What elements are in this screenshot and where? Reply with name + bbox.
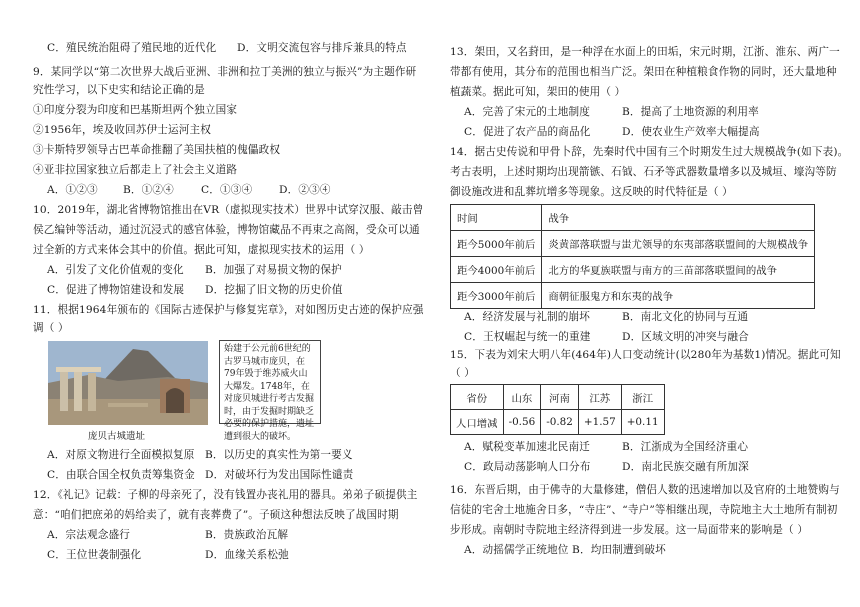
q14-stem-1: 14．据古史传说和甲骨卜辞，先秦时代中国有三个时期发生过大规模战争(如下表)。 [450,146,849,158]
q12-option-b: B．贵族政治瓦解 [205,529,289,541]
q16-stem-2: 信徒的宅舍土地施舍日多，“寺庄”、“寺户”等相继出现，寺院地主大土地所有制初 [450,504,838,516]
q9-stem-1: 9．某同学以“第二次世界大战后亚洲、非洲和拉丁美洲的独立与振兴”为主题作研 [33,66,417,78]
q10-option-d: D．挖掘了旧文物的历史价值 [205,284,343,296]
table-row [451,283,815,309]
q16-option-ab: A．动摇儒学正统地位 B．均田制遭到破坏 [464,544,666,556]
table-cell: -0.56 [503,410,541,435]
q9-option-d: D．②③④ [279,184,331,196]
population-table [450,384,665,435]
q13-stem-3: 植蔬菜。据此可知，架田的使用（ ） [450,86,626,98]
table-header-cell: 江苏 [578,385,621,410]
table-cell: 距今3000年前后 [451,283,542,309]
table-header-cell: 省份 [451,385,504,410]
q15-option-d: D．南北民族交融有所加深 [622,461,749,473]
table-row [451,410,665,435]
q9-item-3: ③卡斯特罗领导古巴革命推翻了美国扶植的傀儡政权 [33,144,281,156]
q11-option-b: B．以历史的真实性为第一要义 [205,449,353,461]
table-row [451,257,815,283]
table-header-row [451,205,815,231]
q9-item-1: ①印度分裂为印度和巴基斯坦两个独立国家 [33,104,238,116]
table-row [451,231,815,257]
q14-option-b: B．南北文化的协同与互通 [622,311,749,323]
q12-option-c: C．王位世袭制强化 [47,549,142,561]
q13-option-a: A．完善了宋元的土地制度 [464,106,590,118]
q16-stem-1: 16．东晋后期，由于佛寺的大量修建，僧侣人数的迅速增加以及官府的土地赞购与 [450,484,840,496]
table-cell: -0.82 [541,410,579,435]
pompeii-description-box: 始建于公元前6世纪的古罗马城市庞贝，在79年毁于维苏威火山大爆发。1748年，在对庞贝城进行考古发掘时，由于发掘时期缺乏必要的保护措施，遗址遭到很大的破坏。 [219,340,321,424]
table-cell: 距今4000年前后 [451,257,542,283]
q10-option-b: B．加强了对易损文物的保护 [205,264,342,276]
q15-stem-2: （ ） [450,367,476,379]
table-cell: +0.11 [621,410,664,435]
q11-option-c: C．由联合国全权负责筹集资金 [47,469,195,481]
table-cell: 距今5000年前后 [451,231,542,257]
q15-option-c: C．政局动荡影响人口分布 [464,461,591,473]
q10-option-a: A．引发了文化价值观的变化 [47,264,184,276]
q9-option-c: C．①③④ [201,184,253,196]
q8-option-d: D．文明交流包容与排斥兼具的特点 [237,42,407,54]
table-header-cell: 战争 [542,205,815,231]
q11-stem-2: 调（ ） [33,322,69,334]
table-cell: 北方的华夏族联盟与南方的三苗部落联盟间的战争 [542,257,815,283]
table-header-cell: 河南 [541,385,579,410]
q14-option-a: A．经济发展与礼制的崩坏 [464,311,590,323]
table-cell: 炎黄部落联盟与蚩尤领导的东夷部落联盟间的大规模战争 [542,231,815,257]
table-cell: 人口增减 [451,410,504,435]
q11-stem-1: 11．根据1964年颁布的《国际古迹保护与修复宪章》，对如图历史古迹的保护应强 [33,304,424,316]
q13-stem-2: 带都有使用，其分布的范围也相当广泛。架田在种植粮食作物的同时，还大量地种 [450,66,837,78]
photo-caption: 庞贝古城遗址 [88,431,146,442]
q8-option-c: C．殖民统治阻碍了殖民地的近代化 [47,42,217,54]
table-header-cell: 时间 [451,205,542,231]
q13-option-c: C．促进了农产品的商品化 [464,126,591,138]
q9-option-b: B．①②④ [123,184,174,196]
q14-option-c: C．王权崛起与统一的重建 [464,331,591,343]
q11-option-d: D．对破坏行为发出国际性谴责 [205,469,354,481]
q9-item-4: ④亚非拉国家独立后都走上了社会主义道路 [33,164,238,176]
q9-item-2: ②1956年，埃及收回苏伊士运河主权 [33,124,211,136]
q13-option-b: B．提高了土地资源的利用率 [622,106,759,118]
q15-stem-1: 15．下表为刘宋大明八年(464年)人口变动统计(以280年为基数1)情况。据此可知 [450,349,841,361]
q12-stem-2: 意：“咱们把庶弟的妈给卖了，就有丧葬费了”。子硕这种想法反映了战国时期 [33,509,399,521]
q9-stem-2: 究性学习，以下史实和结论正确的是 [33,84,205,96]
q14-option-d: D．区域文明的冲突与融合 [622,331,749,343]
q10-stem-2: 侯乙编钟等活动，通过沉浸式的感官体验，博物馆藏品不再束之高阁，受众可以通 [33,224,420,236]
table-cell: 商朝征服鬼方和东夷的战争 [542,283,815,309]
q10-stem-1: 10．2019年，湖北省博物馆推出在VR（虚拟现实技术）世界中试穿汉服、敲击曾 [33,204,424,216]
q14-stem-3: 御设施改进和乱葬坑增多等现象。这反映的时代特征是（ ） [450,186,733,198]
q13-stem-1: 13．架田，又名葑田，是一种浮在水面上的田垢，宋元时期，江浙、淮东、两广一 [450,46,840,58]
q11-option-a: A．对原文物进行全面模拟复原 [47,449,195,461]
q12-option-d: D．血缘关系松弛 [205,549,289,561]
table-header-row [451,385,665,410]
q15-option-a: A．赋税变革加速北民南迁 [464,441,590,453]
pompeii-ruins-photo [48,341,208,425]
q15-option-b: B．江浙成为全国经济重心 [622,441,749,453]
q16-stem-3: 步形成。南朝时寺院地主经济得到进一步发展。这一局面带来的影响是（ ） [450,524,809,536]
war-table [450,204,815,309]
q12-option-a: A．宗法观念盛行 [47,529,131,541]
q14-stem-2: 考古表明，上述时期均出现箭镞、石钺、石矛等武器数量增多以及城垣、壕沟等防 [450,166,837,178]
q12-stem-1: 12．《礼记》记载：子柳的母亲死了，没有钱置办丧礼用的器具。弟弟子硕提供主 [33,489,418,501]
table-header-cell: 山东 [503,385,541,410]
q10-stem-3: 过全新的方式来体会其中的价值。据此可知，虚拟现实技术的运用（ ） [33,244,370,256]
q9-option-a: A．①②③ [47,184,98,196]
table-header-cell: 浙江 [621,385,664,410]
table-cell: +1.57 [578,410,621,435]
q10-option-c: C．促进了博物馆建设和发展 [47,284,185,296]
q13-option-d: D．使农业生产效率大幅提高 [622,126,760,138]
